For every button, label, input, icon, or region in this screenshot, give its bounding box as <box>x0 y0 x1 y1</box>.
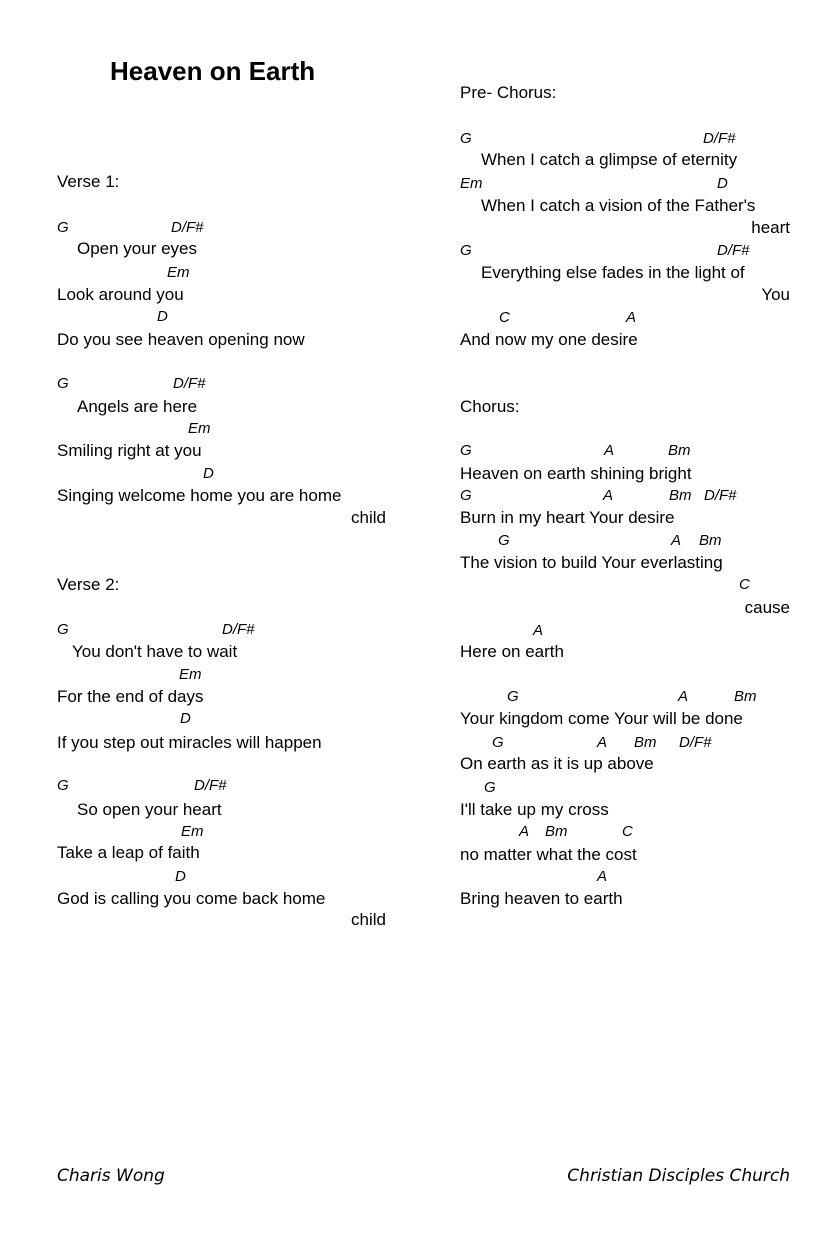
chord: D/F# <box>173 375 206 392</box>
chord: G <box>460 242 472 259</box>
footer-church: Christian Disciples Church <box>567 1166 790 1186</box>
prechorus-heading: Pre- Chorus: <box>460 83 557 102</box>
verse1-heading: Verse 1: <box>57 172 120 191</box>
lyric-line: Burn in my heart Your desire <box>460 508 675 527</box>
chord: A <box>597 868 608 885</box>
lyric-line: God is calling you come back home <box>57 889 326 908</box>
chord: D/F# <box>717 242 750 259</box>
chord: Bm <box>545 823 568 840</box>
chord: A <box>519 823 530 840</box>
lyric-line: You don't have to wait <box>72 642 238 661</box>
chord: G <box>57 621 69 638</box>
chord: Em <box>188 420 211 437</box>
chord: G <box>57 219 69 236</box>
lyric-line: The vision to build Your everlasting <box>460 553 723 572</box>
lyric-line: Smiling right at you <box>57 441 202 460</box>
lyric-line: Open your eyes <box>77 239 198 258</box>
lyric-line: And now my one desire <box>460 330 638 349</box>
chord: D <box>175 868 186 885</box>
chord: G <box>498 532 510 549</box>
chord: D <box>717 175 728 192</box>
chord: A <box>604 442 615 459</box>
chord: D/F# <box>703 130 736 147</box>
chord: Bm <box>668 442 691 459</box>
lyric-line: Angels are here <box>77 397 198 416</box>
chord: G <box>492 734 504 751</box>
chord: G <box>57 375 69 392</box>
lyric-line: If you step out miracles will happen <box>57 733 322 752</box>
chord: Em <box>460 175 483 192</box>
chord: Bm <box>699 532 722 549</box>
lyric-line: no matter what the cost <box>460 845 637 864</box>
chorus-heading: Chorus: <box>460 397 520 416</box>
lyric-line: Here on earth <box>460 642 564 661</box>
verse2-heading: Verse 2: <box>57 575 120 594</box>
lyric-line: When I catch a vision of the Father's <box>481 196 756 215</box>
chord: A <box>603 487 614 504</box>
chord: Bm <box>669 487 692 504</box>
chord: D <box>157 308 168 325</box>
chord: A <box>533 622 544 639</box>
chord: G <box>507 688 519 705</box>
lyric-wrap: child <box>351 508 386 527</box>
lyric-wrap: child <box>351 910 386 929</box>
chord: A <box>626 309 637 326</box>
lyric-line: Heaven on earth shining bright <box>460 464 692 483</box>
chord: D/F# <box>679 734 712 751</box>
chord: G <box>460 487 472 504</box>
song-title: Heaven on Earth <box>110 56 316 86</box>
lyric-line: Singing welcome home you are home <box>57 486 342 505</box>
lyric-line: Take a leap of faith <box>57 843 200 862</box>
lyric-line: Your kingdom come Your will be done <box>460 709 743 728</box>
chord: C <box>622 823 633 840</box>
lyric-wrap: cause <box>744 598 790 617</box>
chord: A <box>597 734 608 751</box>
chord: G <box>484 779 496 796</box>
chord: D/F# <box>171 219 204 236</box>
chord: Bm <box>734 688 757 705</box>
lyric-line: So open your heart <box>77 800 222 819</box>
chord: Em <box>167 264 190 281</box>
lyric-line: Look around you <box>57 285 184 304</box>
chord: D/F# <box>194 777 227 794</box>
chord: G <box>57 777 69 794</box>
chord: D/F# <box>222 621 255 638</box>
chord: D/F# <box>704 487 737 504</box>
lyric-line: When I catch a glimpse of eternity <box>481 150 738 169</box>
chord: Em <box>179 666 202 683</box>
lyric-line: I'll take up my cross <box>460 800 609 819</box>
chord: D <box>203 465 214 482</box>
chord: G <box>460 130 472 147</box>
lyric-wrap: heart <box>751 218 790 237</box>
chord: D <box>180 710 191 727</box>
chord: G <box>460 442 472 459</box>
chord: A <box>671 532 682 549</box>
chord: A <box>678 688 689 705</box>
lyric-line: Everything else fades in the light of <box>481 263 745 282</box>
chord: Em <box>181 823 204 840</box>
lyric-line: For the end of days <box>57 687 204 706</box>
chord: Bm <box>634 734 657 751</box>
lyric-wrap: You <box>761 285 790 304</box>
chord: C <box>499 309 510 326</box>
lyric-line: Bring heaven to earth <box>460 889 623 908</box>
chord: C <box>739 576 750 593</box>
footer-author: Charis Wong <box>57 1166 165 1186</box>
lyric-line: Do you see heaven opening now <box>57 330 305 349</box>
lyric-line: On earth as it is up above <box>460 754 654 773</box>
